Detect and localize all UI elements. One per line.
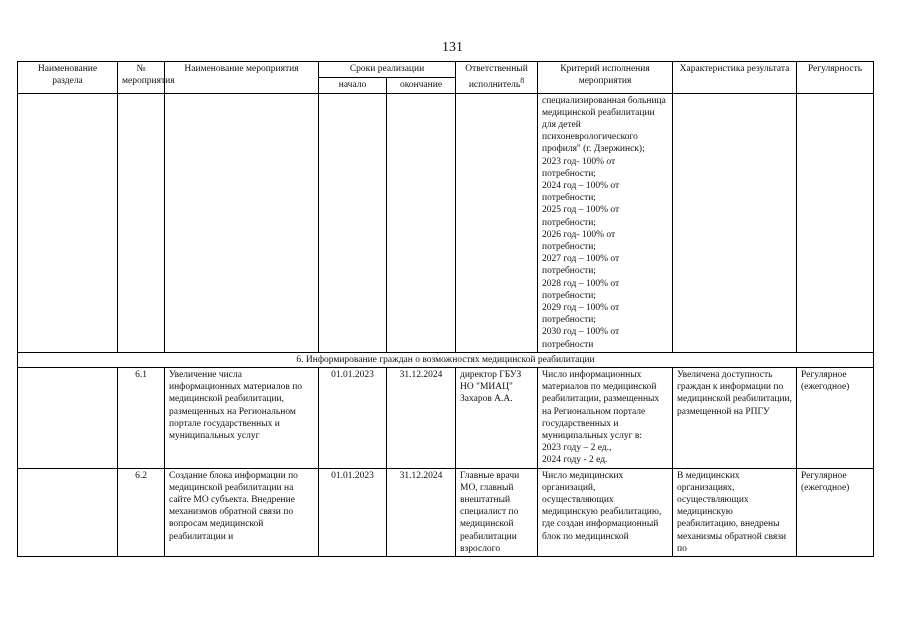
cell-empty [18, 93, 118, 352]
cell-result: Увеличена доступность граждан к информации по медицинской реабилитации, размещенной на РПГУ [673, 368, 797, 469]
page-number: 131 [442, 40, 463, 55]
cell-event-text: Создание блока информации по медицинской реабилитации на сайте МО субъекта. Внедрение механизмов обратной связи по вопросам медицинской реабилитации и [169, 470, 298, 542]
cell-empty [387, 93, 456, 352]
cell-result [673, 468, 797, 556]
header-responsible-note: 8 [520, 76, 525, 86]
header-start: начало [319, 77, 387, 93]
cell-number: 6.1 [118, 368, 165, 469]
cell-event [165, 468, 319, 556]
cell-result-text: В медицинских организациях, осуществляющих медицинскую реабилитацию, внедрены механизмы обратной связи по [677, 470, 787, 554]
header-number: № мероприятия [118, 62, 165, 94]
cell-empty [673, 93, 797, 352]
cell-empty [456, 93, 538, 352]
cell-empty [797, 93, 874, 352]
cell-regularity: Регулярное (ежегодное) [797, 468, 874, 556]
cell-regularity: Регулярное (ежегодное) [797, 368, 874, 469]
cell-responsible-text: Главные врачи МО, главный внештатный специалист по медицинской реабилитации взрослого [460, 470, 520, 554]
cell-empty [18, 368, 118, 469]
header-criterion: Критерий исполнения мероприятия [538, 62, 673, 94]
cell-empty [165, 93, 319, 352]
header-result: Характеристика результата [673, 62, 797, 94]
header-responsible-label: Ответственный исполнитель [465, 64, 528, 91]
cell-criterion: Число информационных материалов по медицинской реабилитации, размещенных на Региональном портале государственных и муниципальных услуг в: 2023 году – 2 ед., 2024 году - 2 ед. [538, 368, 673, 469]
cell-responsible [456, 468, 538, 556]
header-event: Наименование мероприятия [165, 62, 319, 94]
section-row [18, 352, 874, 367]
cell-end: 31.12.2024 [387, 468, 456, 556]
cell-start: 01.01.2023 [319, 468, 387, 556]
cell-empty [118, 93, 165, 352]
cell-event: Увеличение числа информационных материалов по медицинской реабилитации, размещенных на Региональном портале государственных и муниципальных услуг [165, 368, 319, 469]
cell-responsible: директор ГБУЗ НО "МИАЦ" Захаров А.А. [456, 368, 538, 469]
cell-criterion-text: Число медицинских организаций, осуществляющих медицинскую реабилитацию, где создан информационный блок по медицинской [542, 470, 662, 542]
header-section: Наименование раздела [18, 62, 118, 94]
header-responsible [456, 62, 538, 94]
header-row [18, 62, 874, 78]
table-row [18, 468, 874, 556]
header-terms: Сроки реализации [319, 62, 456, 78]
cell-criterion: специализированная больница медицинской реабилитации для детей психоневрологического профиля" (г. Дзержинск); 2023 год- 100% от потребности; 2024 год – 100% от потребности; 2025 год – 100% от потребности; 2026 год- 100% от потребности; 2027 год – 100% от потребности; 2028 год – 100% от потребности; 2029 год – 100% от потребности; 2030 год – 100% от потребности [538, 93, 673, 352]
cell-empty [18, 468, 118, 556]
cell-empty [319, 93, 387, 352]
cell-start: 01.01.2023 [319, 368, 387, 469]
continuation-row [18, 93, 874, 352]
header-end: окончание [387, 77, 456, 93]
cell-end: 31.12.2024 [387, 368, 456, 469]
cell-criterion [538, 468, 673, 556]
header-regularity: Регулярность [797, 62, 874, 94]
cell-number: 6.2 [118, 468, 165, 556]
section-title: 6. Информирование граждан о возможностях медицинской реабилитации [18, 352, 874, 367]
activities-table [17, 61, 874, 557]
table-row [18, 368, 874, 469]
